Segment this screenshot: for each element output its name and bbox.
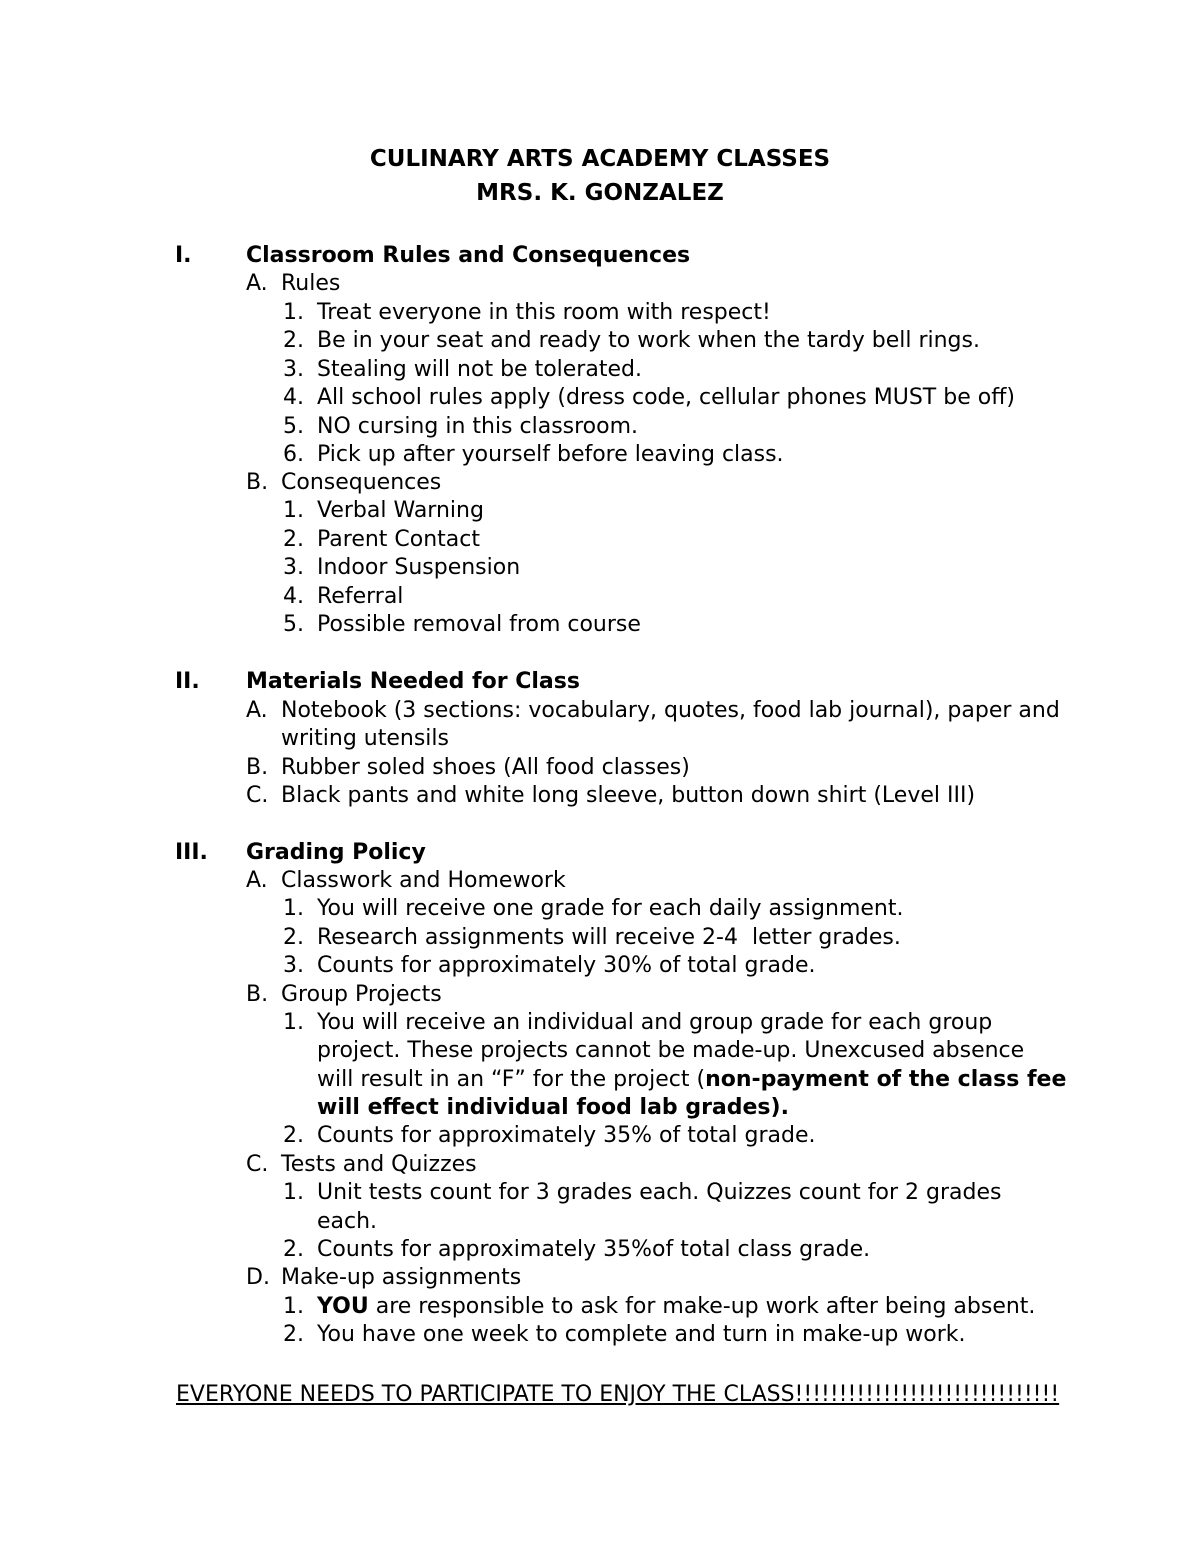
section-2-heading: Materials Needed for Class [246, 669, 580, 694]
section-3-c-label: Tests and Quizzes [281, 1152, 477, 1177]
grading-item-number: 2. [283, 1322, 304, 1347]
rule-text: NO cursing in this classroom. [317, 414, 639, 439]
document-subtitle: MRS. K. GONZALEZ [476, 180, 724, 206]
grading-item-number: 1. [283, 1294, 304, 1319]
section-3-a-letter: A. [246, 868, 268, 893]
section-3-a-label: Classwork and Homework [281, 868, 566, 893]
section-3-b-label: Group Projects [281, 982, 442, 1007]
tests-text: Unit tests count for 3 grades each. Quizzes count for 2 grades [317, 1180, 1002, 1205]
consequence-number: 3. [283, 555, 304, 580]
tests-text-cont: each. [317, 1209, 378, 1234]
rule-number: 6. [283, 442, 304, 467]
grading-item-number: 1. [283, 1180, 304, 1205]
participation-footer: EVERYONE NEEDS TO PARTICIPATE TO ENJOY THE CLASS!!!!!!!!!!!!!!!!!!!!!!!!!!!!!! [176, 1382, 1060, 1407]
class-fee-warning-cont: will effect individual food lab grades). [317, 1095, 789, 1120]
section-2-a-text-cont: writing utensils [281, 726, 449, 751]
consequence-text: Possible removal from course [317, 612, 641, 637]
section-3-b-letter: B. [246, 982, 269, 1007]
section-3-d-label: Make-up assignments [281, 1265, 522, 1290]
section-2-b-text: Rubber soled shoes (All food classes) [281, 755, 690, 780]
section-3-heading: Grading Policy [246, 840, 426, 865]
section-1-numeral: I. [175, 243, 192, 268]
rule-number: 5. [283, 414, 304, 439]
rule-number: 1. [283, 300, 304, 325]
grading-item-text: You will receive one grade for each daily assignment. [317, 896, 904, 921]
section-3-numeral: III. [175, 840, 208, 865]
rule-number: 2. [283, 328, 304, 353]
section-3-d-letter: D. [246, 1265, 270, 1290]
rule-text: Stealing will not be tolerated. [317, 357, 642, 382]
section-2-numeral: II. [175, 669, 200, 694]
grading-item-number: 2. [283, 1123, 304, 1148]
section-1-heading: Classroom Rules and Consequences [246, 243, 691, 268]
grading-item-text: Research assignments will receive 2-4 letter grades. [317, 925, 901, 950]
grading-item-number: 1. [283, 1010, 304, 1035]
consequence-text: Indoor Suspension [317, 555, 521, 580]
consequence-number: 4. [283, 584, 304, 609]
rule-text: Pick up after yourself before leaving class. [317, 442, 784, 467]
grading-item-number: 2. [283, 1237, 304, 1262]
grading-item-text: Counts for approximately 35%of total class grade. [317, 1237, 871, 1262]
grading-item-number: 3. [283, 953, 304, 978]
consequence-text: Parent Contact [317, 527, 481, 552]
makeup-text-rest: are responsible to ask for make-up work after being absent. [368, 1294, 1036, 1319]
section-3-c-letter: C. [246, 1152, 269, 1177]
section-1-a-label: Rules [281, 271, 341, 296]
section-2-a-letter: A. [246, 698, 268, 723]
section-2-a-text: Notebook (3 sections: vocabulary, quotes, food lab journal), paper and [281, 698, 1060, 723]
grading-item-text: Counts for approximately 35% of total grade. [317, 1123, 816, 1148]
grading-item-text: Counts for approximately 30% of total grade. [317, 953, 816, 978]
consequence-number: 1. [283, 498, 304, 523]
group-project-text-cont: project. These projects cannot be made-up. Unexcused absence [317, 1038, 1025, 1063]
section-2-c-letter: C. [246, 783, 269, 808]
rule-number: 3. [283, 357, 304, 382]
consequence-number: 2. [283, 527, 304, 552]
section-1-b-label: Consequences [281, 470, 442, 495]
makeup-text [317, 1293, 1035, 1321]
grading-item-number: 2. [283, 925, 304, 950]
group-project-text: You will receive an individual and group grade for each group [317, 1010, 993, 1035]
grading-item-text: You have one week to complete and turn in make-up work. [317, 1322, 966, 1347]
grading-item-number: 1. [283, 896, 304, 921]
rule-text: All school rules apply (dress code, cellular phones MUST be off) [317, 385, 1015, 410]
class-fee-warning: non-payment of the class fee [705, 1067, 1067, 1092]
consequence-text: Verbal Warning [317, 498, 484, 523]
rule-text: Be in your seat and ready to work when the tardy bell rings. [317, 328, 980, 353]
group-project-plain-text: will result in an “F” for the project ( [317, 1067, 706, 1092]
section-2-b-letter: B. [246, 755, 269, 780]
document-title: CULINARY ARTS ACADEMY CLASSES [369, 146, 831, 172]
section-1-b-letter: B. [246, 470, 269, 495]
section-1-a-letter: A. [246, 271, 268, 296]
makeup-you-emphasis: YOU [317, 1294, 369, 1319]
rule-text: Treat everyone in this room with respect! [317, 300, 771, 325]
consequence-text: Referral [317, 584, 404, 609]
consequence-number: 5. [283, 612, 304, 637]
section-2-c-text: Black pants and white long sleeve, button down shirt (Level III) [281, 783, 976, 808]
group-project-text-cont [317, 1066, 1066, 1094]
rule-number: 4. [283, 385, 304, 410]
